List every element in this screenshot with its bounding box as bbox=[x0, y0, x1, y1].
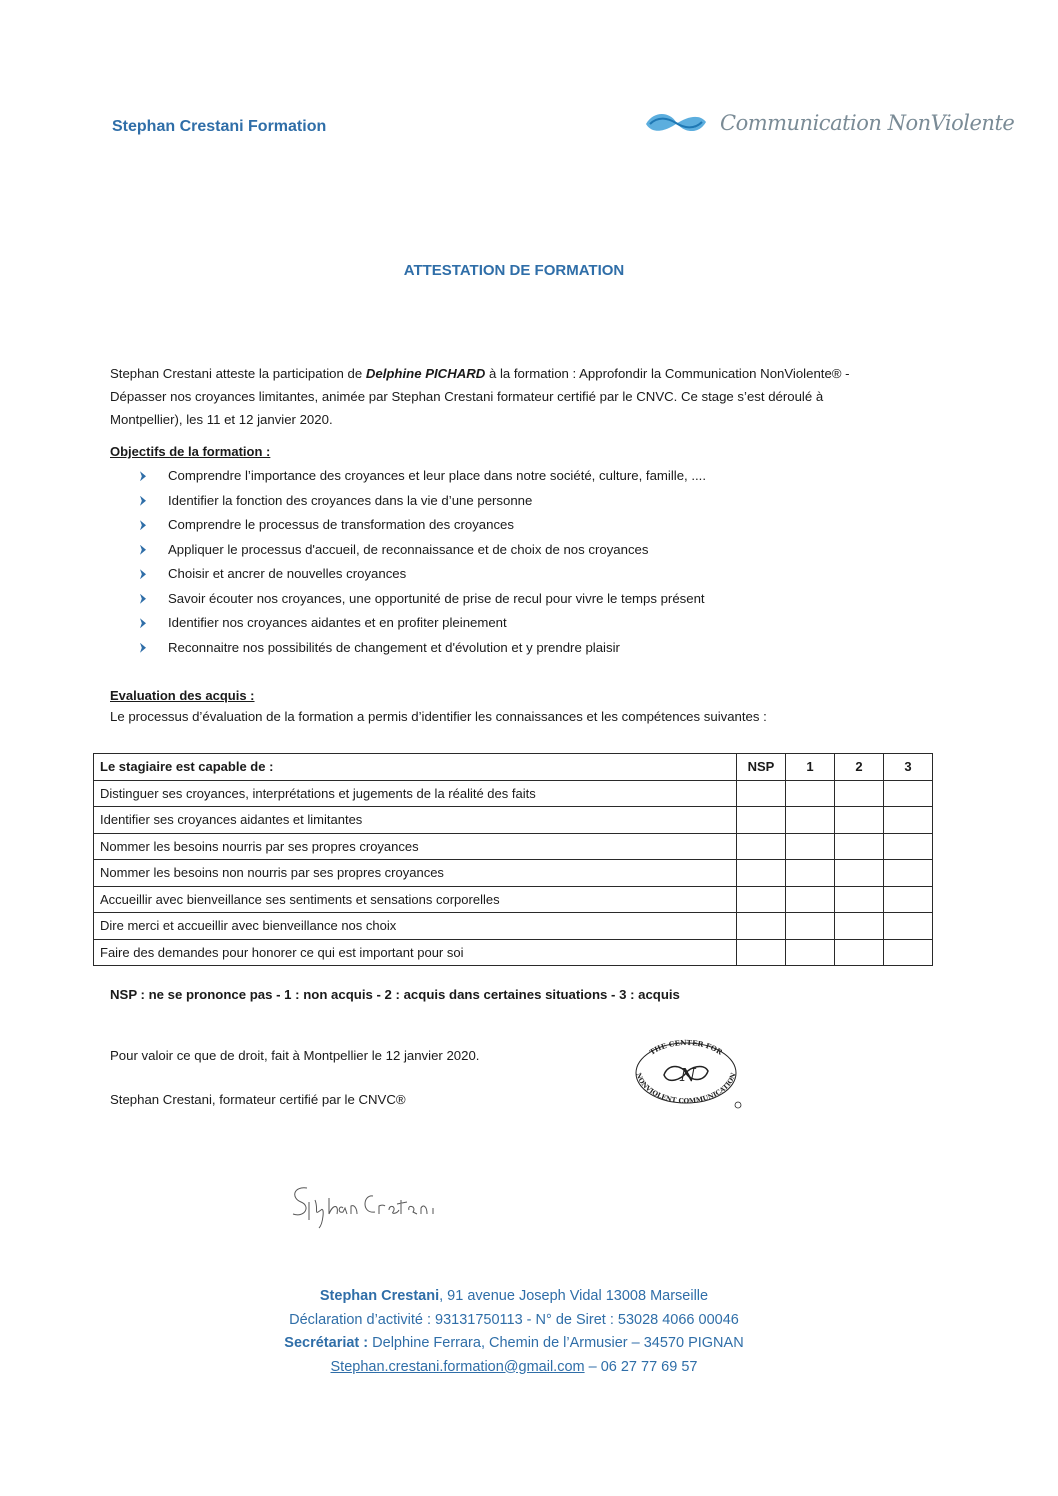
header-1: 1 bbox=[786, 754, 835, 781]
objectives-list bbox=[140, 464, 706, 660]
table-row bbox=[94, 807, 933, 834]
arrow-bullet-icon bbox=[140, 496, 146, 506]
rating-cell-nsp[interactable] bbox=[737, 886, 786, 913]
rating-cell-2[interactable] bbox=[835, 833, 884, 860]
skill-cell: Dire merci et accueillir avec bienveillance nos choix bbox=[94, 913, 737, 940]
infinity-swoosh-icon bbox=[640, 108, 712, 138]
evaluation-heading: Evaluation des acquis : bbox=[110, 688, 255, 703]
objective-text: Comprendre le processus de transformation des croyances bbox=[168, 517, 514, 532]
table-row bbox=[94, 780, 933, 807]
table-row bbox=[94, 860, 933, 887]
skill-cell: Faire des demandes pour honorer ce qui est important pour soi bbox=[94, 939, 737, 966]
rating-cell-1[interactable] bbox=[786, 913, 835, 940]
rating-cell-nsp[interactable] bbox=[737, 807, 786, 834]
rating-cell-3[interactable] bbox=[884, 913, 933, 940]
intro-text-2: à la formation : Approfondir la Communication NonViolente® - Dépasser nos croyances limitantes, animée par Stephan Crestani formateur certifié par le CNVC. Ce stage s’est déroulé à Montpellier), les 11 et 12 janvier 2020. bbox=[110, 366, 850, 427]
table-row bbox=[94, 913, 933, 940]
arrow-bullet-icon bbox=[140, 594, 146, 604]
skill-cell: Distinguer ses croyances, interprétations et jugements de la réalité des faits bbox=[94, 780, 737, 807]
rating-cell-nsp[interactable] bbox=[737, 860, 786, 887]
skill-cell: Nommer les besoins non nourris par ses propres croyances bbox=[94, 860, 737, 887]
list-item bbox=[140, 489, 706, 514]
rating-cell-1[interactable] bbox=[786, 833, 835, 860]
footer-secretariat bbox=[0, 1332, 1028, 1356]
evaluation-table bbox=[93, 753, 933, 966]
arrow-bullet-icon bbox=[140, 545, 146, 555]
list-item bbox=[140, 538, 706, 563]
cnvc-stamp bbox=[628, 1035, 744, 1114]
table-row bbox=[94, 886, 933, 913]
signature-icon bbox=[285, 1180, 445, 1230]
rating-cell-nsp[interactable] bbox=[737, 939, 786, 966]
rating-cell-2[interactable] bbox=[835, 886, 884, 913]
rating-cell-1[interactable] bbox=[786, 886, 835, 913]
signer-line: Stephan Crestani, formateur certifié par le CNVC® bbox=[110, 1092, 406, 1107]
footer-contact-line bbox=[0, 1356, 1028, 1380]
handwritten-signature bbox=[285, 1180, 445, 1235]
list-item bbox=[140, 611, 706, 636]
header-skill: Le stagiaire est capable de : bbox=[94, 754, 737, 781]
svg-text:THE CENTER FOR bbox=[648, 1038, 725, 1057]
objectives-heading: Objectifs de la formation : bbox=[110, 444, 271, 459]
footer-name: Stephan Crestani bbox=[319, 1288, 440, 1304]
list-item bbox=[140, 587, 706, 612]
arrow-bullet-icon bbox=[140, 471, 146, 481]
footer-declaration: Déclaration d’activité : 93131750113 - N° de Siret : 53028 4066 00046 bbox=[289, 1311, 739, 1328]
header-2: 2 bbox=[835, 754, 884, 781]
rating-cell-nsp[interactable] bbox=[737, 833, 786, 860]
intro-text-1: Stephan Crestani atteste la participation de bbox=[110, 366, 366, 381]
stamp-top-text: THE CENTER FOR bbox=[647, 1037, 725, 1057]
footer-contact bbox=[0, 1285, 1028, 1379]
list-item bbox=[140, 464, 706, 489]
objective-text: Comprendre l’importance des croyances et leur place dans notre société, culture, famille, .... bbox=[168, 468, 707, 483]
logo-text: Communication NonViolente bbox=[720, 111, 1015, 135]
objective-text: Identifier nos croyances aidantes et en profiter pleinement bbox=[168, 615, 507, 630]
list-item bbox=[140, 636, 706, 661]
footer-secretariat-text: Delphine Ferrara, Chemin de l’Armusier – 34570 PIGNAN bbox=[368, 1335, 744, 1351]
cnvc-seal-icon bbox=[628, 1035, 744, 1109]
rating-legend: NSP : ne se prononce pas - 1 : non acquis - 2 : acquis dans certaines situations - 3 : acquis bbox=[110, 987, 680, 1002]
stamp-bottom-text: NONVIOLENT COMMUNICATION bbox=[634, 1071, 738, 1106]
svg-text:N: N bbox=[680, 1065, 696, 1086]
rating-cell-1[interactable] bbox=[786, 860, 835, 887]
rating-cell-3[interactable] bbox=[884, 833, 933, 860]
organization-name: Stephan Crestani Formation bbox=[112, 118, 327, 135]
arrow-bullet-icon bbox=[140, 520, 146, 530]
skill-cell: Accueillir avec bienveillance ses sentiments et sensations corporelles bbox=[94, 886, 737, 913]
rating-cell-3[interactable] bbox=[884, 780, 933, 807]
rating-cell-1[interactable] bbox=[786, 939, 835, 966]
header-nsp: NSP bbox=[737, 754, 786, 781]
list-item bbox=[140, 562, 706, 587]
table-header-row bbox=[94, 754, 933, 781]
objective-text: Appliquer le processus d'accueil, de reconnaissance et de choix de nos croyances bbox=[168, 541, 649, 557]
cnv-logo bbox=[640, 108, 1014, 138]
rating-cell-2[interactable] bbox=[835, 860, 884, 887]
rating-cell-nsp[interactable] bbox=[737, 913, 786, 940]
attestation-paragraph bbox=[110, 362, 870, 431]
participant-name: Delphine PICHARD bbox=[365, 366, 486, 381]
skill-cell: Nommer les besoins nourris par ses propres croyances bbox=[94, 833, 737, 860]
rating-cell-3[interactable] bbox=[884, 807, 933, 834]
rating-cell-3[interactable] bbox=[884, 886, 933, 913]
rating-cell-2[interactable] bbox=[835, 780, 884, 807]
header-3: 3 bbox=[884, 754, 933, 781]
rating-cell-nsp[interactable] bbox=[737, 780, 786, 807]
phone-number: – 06 27 77 69 57 bbox=[584, 1358, 698, 1375]
objective-text: Savoir écouter nos croyances, une opportunité de prise de recul pour vivre le temps présent bbox=[168, 590, 705, 606]
footer-address bbox=[0, 1285, 1028, 1309]
document-title: ATTESTATION DE FORMATION bbox=[403, 262, 625, 279]
list-item bbox=[140, 513, 706, 538]
footer-secretariat-label: Secrétariat : bbox=[284, 1335, 369, 1351]
skill-cell: Identifier ses croyances aidantes et limitantes bbox=[94, 807, 737, 834]
rating-cell-2[interactable] bbox=[835, 913, 884, 940]
footer-address-text: , 91 avenue Joseph Vidal 13008 Marseille bbox=[439, 1288, 709, 1304]
rating-cell-1[interactable] bbox=[786, 780, 835, 807]
rating-cell-2[interactable] bbox=[835, 807, 884, 834]
made-at-statement: Pour valoir ce que de droit, fait à Montpellier le 12 janvier 2020. bbox=[110, 1048, 480, 1063]
objective-text: Identifier la fonction des croyances dans la vie d’une personne bbox=[168, 492, 533, 508]
email-link[interactable]: Stephan.crestani.formation@gmail.com bbox=[330, 1358, 585, 1375]
evaluation-intro: Le processus d’évaluation de la formation a permis d’identifier les connaissances et les compétences suivantes : bbox=[110, 709, 767, 724]
rating-cell-2[interactable] bbox=[835, 939, 884, 966]
objective-text: Choisir et ancrer de nouvelles croyances bbox=[168, 566, 407, 581]
rating-cell-1[interactable] bbox=[786, 807, 835, 834]
arrow-bullet-icon bbox=[140, 643, 146, 653]
table-row bbox=[94, 939, 933, 966]
rating-cell-3[interactable] bbox=[884, 860, 933, 887]
objective-text: Reconnaitre nos possibilités de changement et d'évolution et y prendre plaisir bbox=[168, 639, 620, 655]
arrow-bullet-icon bbox=[140, 569, 146, 579]
rating-cell-3[interactable] bbox=[884, 939, 933, 966]
arrow-bullet-icon bbox=[140, 618, 146, 628]
table-row bbox=[94, 833, 933, 860]
